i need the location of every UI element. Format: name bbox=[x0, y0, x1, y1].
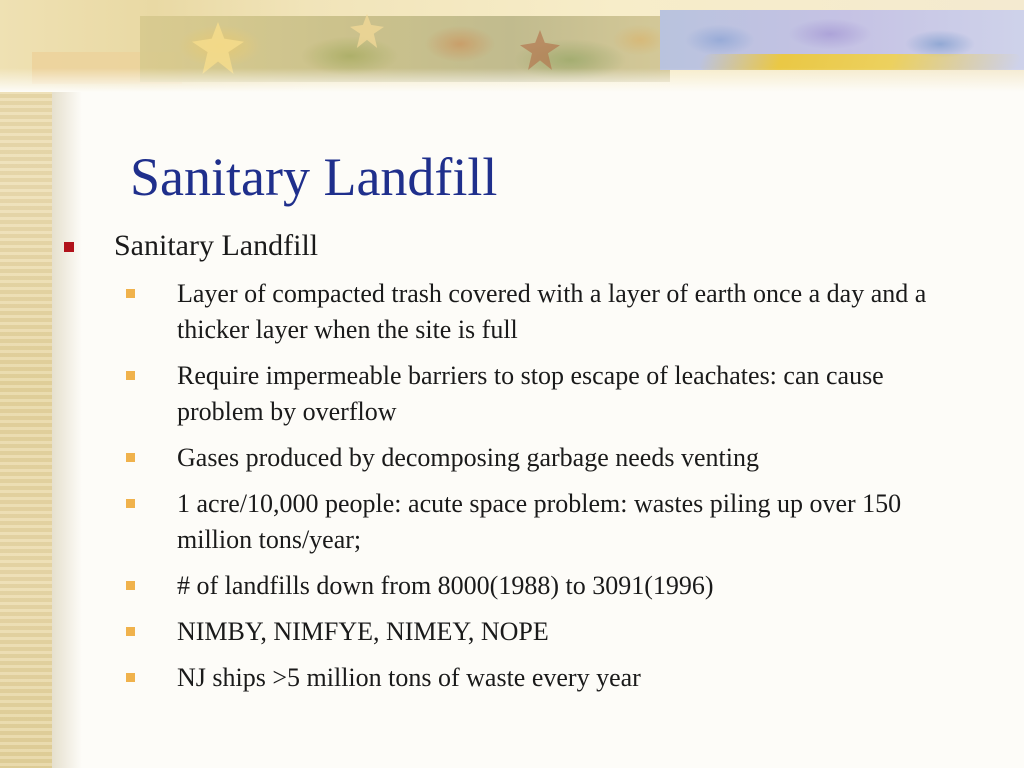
top-decorative-banner bbox=[0, 0, 1024, 92]
left-texture-strip bbox=[0, 0, 52, 768]
sub-bullet-text: NJ ships >5 million tons of waste every year bbox=[177, 663, 641, 692]
sub-bullet-text: Layer of compacted trash covered with a layer of earth once a day and a thicker layer when the site is full bbox=[177, 279, 927, 344]
sub-bullet bbox=[126, 358, 982, 430]
square-bullet-icon bbox=[126, 453, 135, 462]
banner-fade bbox=[0, 68, 1024, 92]
sub-bullet-text: # of landfills down from 8000(1988) to 3091(1996) bbox=[177, 571, 714, 600]
sub-bullet bbox=[126, 486, 982, 558]
square-bullet-icon bbox=[126, 371, 135, 380]
sub-bullet bbox=[126, 614, 982, 650]
sub-bullet-list bbox=[62, 276, 982, 696]
slide-body bbox=[62, 228, 982, 706]
square-bullet-icon bbox=[126, 499, 135, 508]
square-bullet-icon bbox=[64, 242, 74, 252]
sub-bullet bbox=[126, 568, 982, 604]
square-bullet-icon bbox=[126, 627, 135, 636]
sub-bullet-text: Gases produced by decomposing garbage needs venting bbox=[177, 443, 759, 472]
square-bullet-icon bbox=[126, 581, 135, 590]
sub-bullet-text: NIMBY, NIMFYE, NIMEY, NOPE bbox=[177, 617, 549, 646]
square-bullet-icon bbox=[126, 289, 135, 298]
slide-title: Sanitary Landfill bbox=[130, 147, 498, 207]
sub-bullet bbox=[126, 660, 982, 696]
bullet-level1 bbox=[62, 228, 982, 264]
sub-bullet-text: 1 acre/10,000 people: acute space problem: wastes piling up over 150 million tons/year; bbox=[177, 489, 902, 554]
square-bullet-icon bbox=[126, 673, 135, 682]
sub-bullet bbox=[126, 440, 982, 476]
sub-bullet-text: Require impermeable barriers to stop escape of leachates: can cause problem by overflow bbox=[177, 361, 884, 426]
sub-bullet bbox=[126, 276, 982, 348]
bullet-level1-text: Sanitary Landfill bbox=[114, 229, 319, 262]
